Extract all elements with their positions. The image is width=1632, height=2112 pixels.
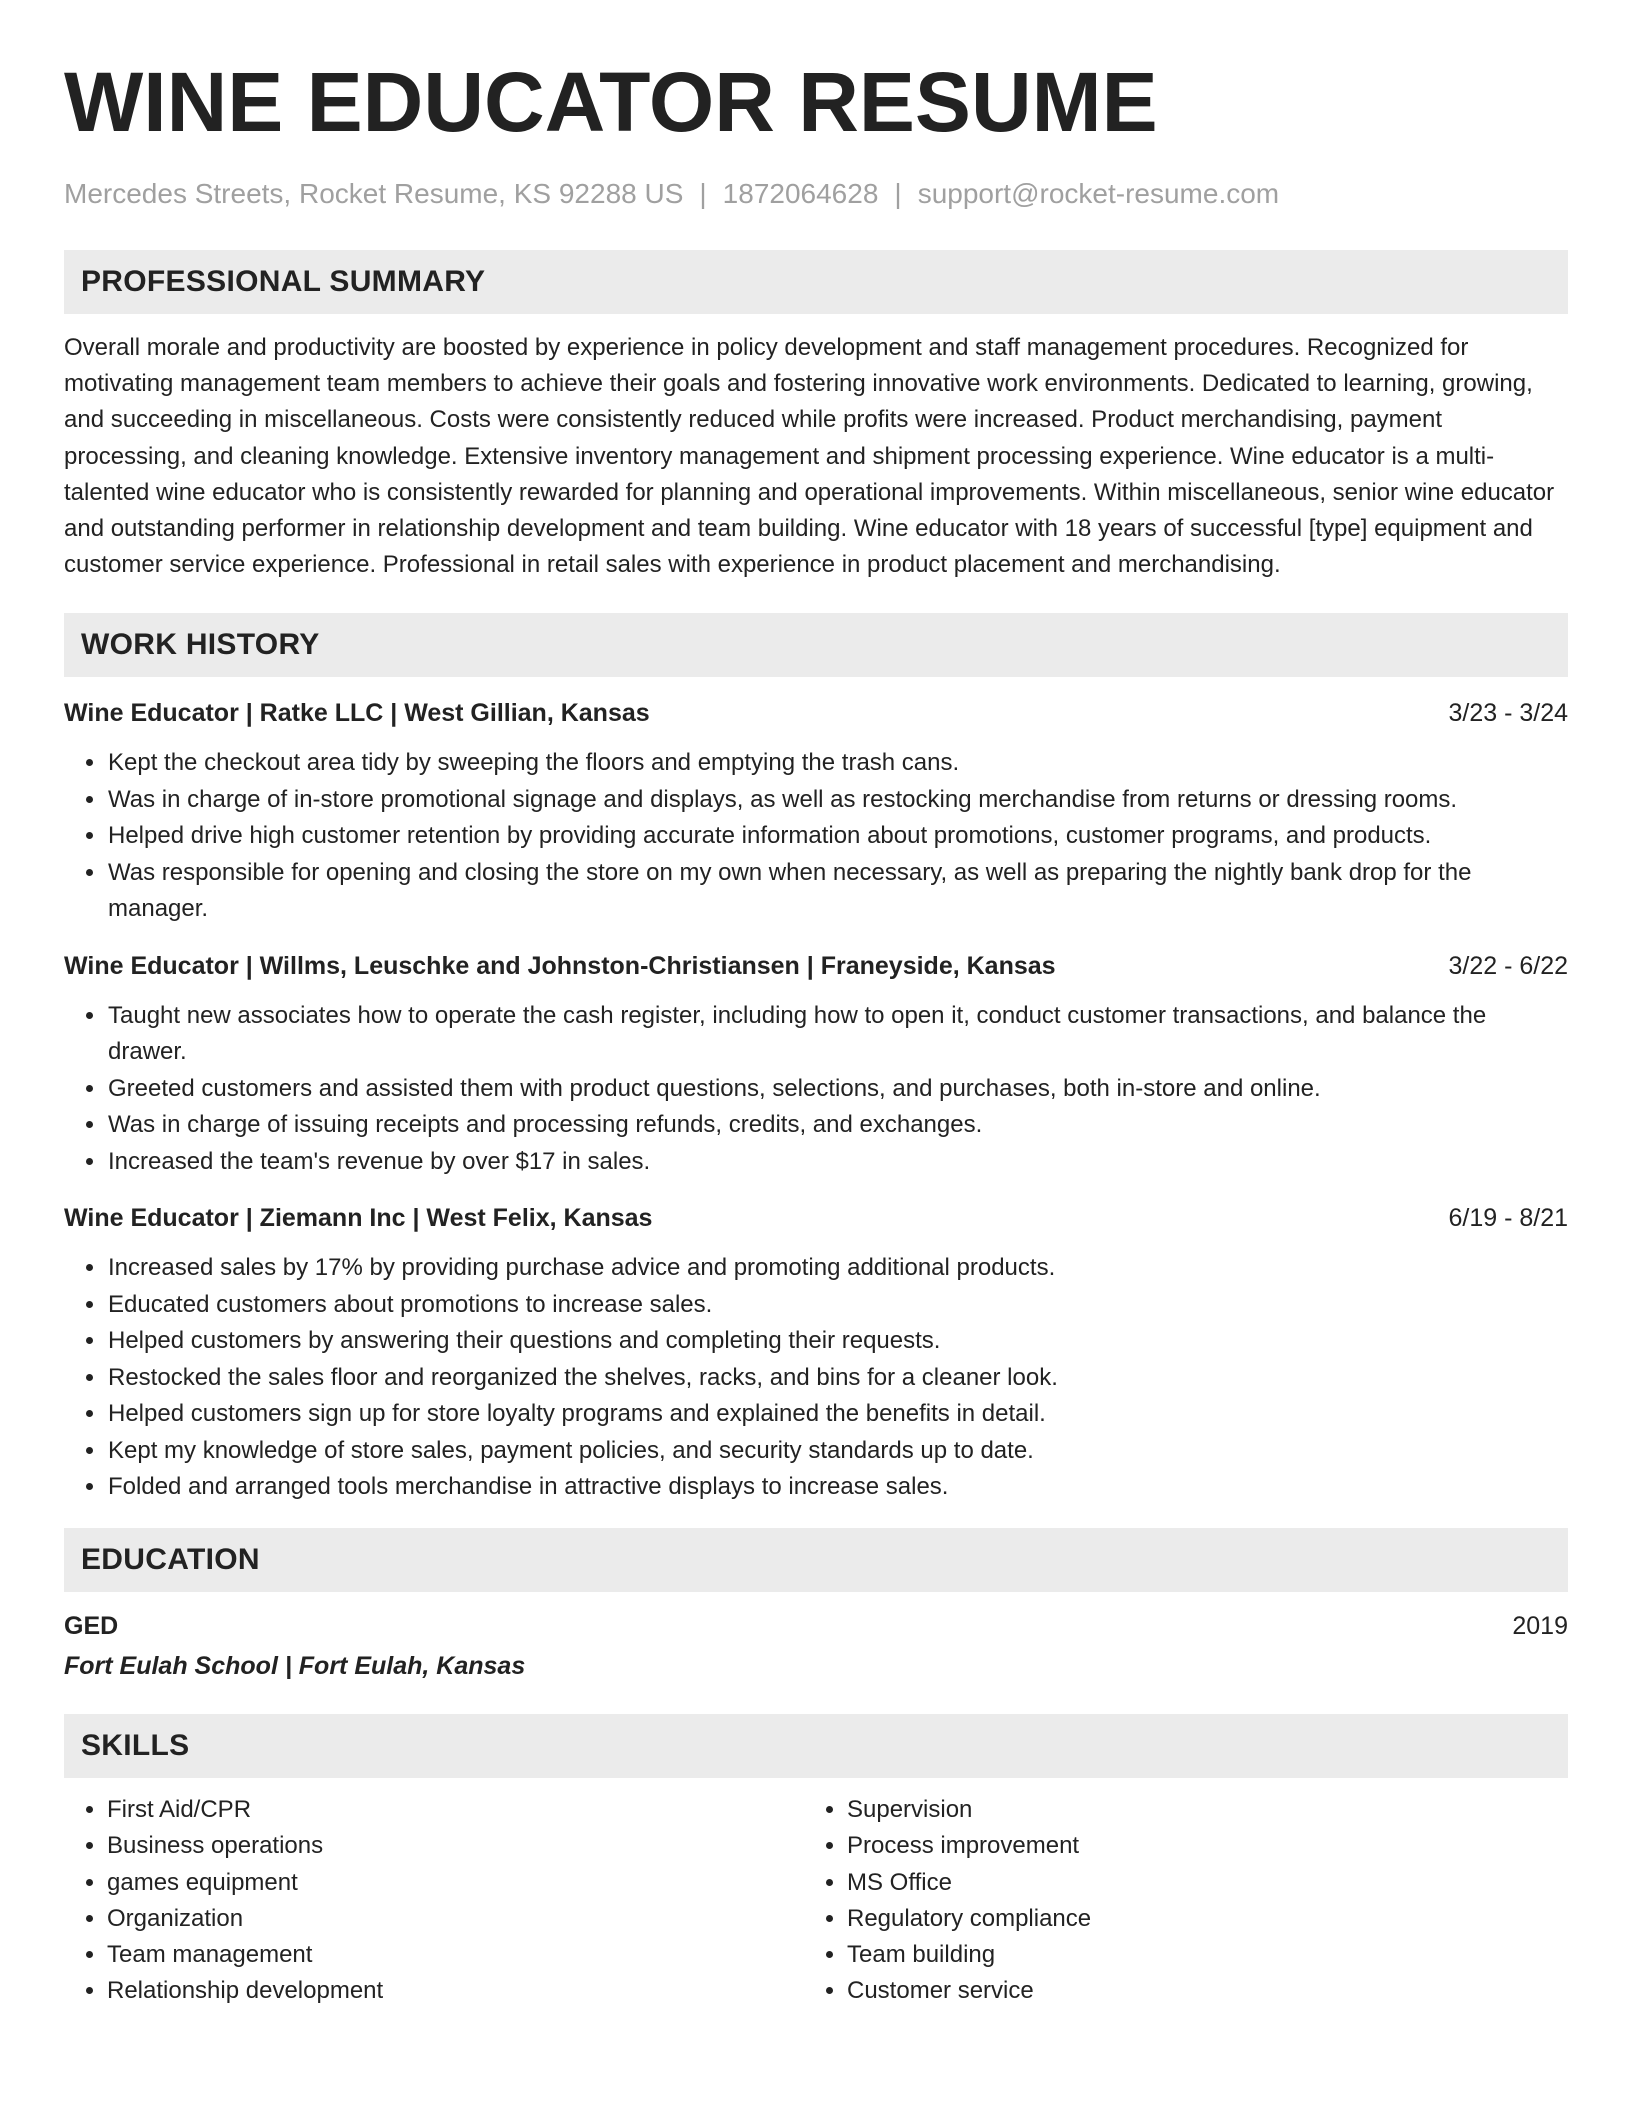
contact-phone: 1872064628 (722, 178, 879, 209)
skill-item: • Relationship development (107, 1973, 804, 2009)
skill-item: • First Aid/CPR (107, 1792, 804, 1828)
skill-item: • MS Office (847, 1865, 1544, 1901)
skill-item: • Business operations (107, 1828, 804, 1864)
job-bullets (64, 998, 1568, 1181)
job-bullet: • Restocked the sales floor and reorganized the shelves, racks, and bins for a cleaner look. (107, 1360, 1568, 1397)
skill-item: • Regulatory compliance (847, 1901, 1544, 1937)
job-bullet: • Greeted customers and assisted them with product questions, selections, and purchases, both in-store and online. (107, 1071, 1568, 1108)
education-school: Fort Eulah School | Fort Eulah, Kansas (64, 1651, 526, 1680)
skill-item: • Team building (847, 1937, 1544, 1973)
education-degree: GED (64, 1611, 119, 1640)
skill-item: • Team management (107, 1937, 804, 1973)
job-header (64, 1200, 1568, 1236)
section-header-education: EDUCATION (64, 1528, 1568, 1592)
job-bullets (64, 745, 1568, 928)
skill-item: • Organization (107, 1901, 804, 1937)
contact-separator: | (699, 178, 707, 209)
contact-line (64, 174, 1568, 214)
job-dates: 6/19 - 8/21 (1448, 1204, 1568, 1233)
job-title: Wine Educator | Ziemann Inc | West Felix, Kansas (64, 1204, 653, 1233)
job-dates: 3/23 - 3/24 (1448, 699, 1568, 728)
skills-column-right (804, 1792, 1544, 2010)
job-bullet: • Helped drive high customer retention by providing accurate information about promotions, customer programs, and products. (107, 818, 1568, 855)
contact-separator: | (894, 178, 902, 209)
job-title: Wine Educator | Willms, Leuschke and Johnston-Christiansen | Franeyside, Kansas (64, 951, 1056, 980)
job-bullet: • Was in charge of in-store promotional signage and displays, as well as restocking merchandise from returns or dressing rooms. (107, 782, 1568, 819)
job-entry (64, 695, 1568, 928)
section-header-work-history: WORK HISTORY (64, 613, 1568, 677)
job-entry (64, 948, 1568, 1181)
skill-item: • Process improvement (847, 1828, 1544, 1864)
job-bullet: • Increased the team's revenue by over $17 in sales. (107, 1144, 1568, 1181)
job-bullet: • Helped customers sign up for store loyalty programs and explained the benefits in detail. (107, 1396, 1568, 1433)
contact-email: support@rocket-resume.com (917, 178, 1280, 209)
job-bullet: • Taught new associates how to operate the cash register, including how to open it, conduct customer transactions, and balance the drawer. (107, 998, 1568, 1071)
job-bullet: • Educated customers about promotions to increase sales. (107, 1287, 1568, 1324)
section-header-summary: PROFESSIONAL SUMMARY (64, 250, 1568, 314)
job-entry (64, 1200, 1568, 1506)
job-bullet: • Helped customers by answering their questions and completing their requests. (107, 1323, 1568, 1360)
job-bullet: • Was in charge of issuing receipts and processing refunds, credits, and exchanges. (107, 1107, 1568, 1144)
job-dates: 3/22 - 6/22 (1448, 951, 1568, 980)
skill-item: • Supervision (847, 1792, 1544, 1828)
education-header (64, 1608, 1568, 1644)
skill-item: • games equipment (107, 1865, 804, 1901)
section-header-skills: SKILLS (64, 1714, 1568, 1778)
resume-title: WINE EDUCATOR RESUME (64, 55, 1158, 149)
skills-column-left (64, 1792, 804, 2010)
skill-item: • Customer service (847, 1973, 1544, 2009)
job-header (64, 948, 1568, 984)
job-bullet: • Increased sales by 17% by providing purchase advice and promoting additional products. (107, 1250, 1568, 1287)
job-bullet: • Kept my knowledge of store sales, payment policies, and security standards up to date. (107, 1433, 1568, 1470)
job-header (64, 695, 1568, 731)
job-bullet: • Folded and arranged tools merchandise in attractive displays to increase sales. (107, 1469, 1568, 1506)
education-entry (64, 1608, 1568, 1684)
summary-text: Overall morale and productivity are boosted by experience in policy development and staff management procedures. Recognized for motivating management team members to achieve their goals and fostering innovative work environments. Dedicated to learning, growing, and succeeding in miscellaneous. Costs were consistently reduced while profits were increased. Product merchandising, payment processing, and cleaning knowledge. Extensive inventory management and shipment processing experience. Wine educator is a multi-talented wine educator who is consistently rewarded for planning and operational improvements. Within miscellaneous, senior wine educator and outstanding performer in relationship development and team building. Wine educator with 18 years of successful [type] equipment and customer service experience. Professional in retail sales with experience in product placement and merchandising. (64, 334, 1555, 579)
job-bullet: • Was responsible for opening and closing the store on my own when necessary, as well as preparing the nightly bank drop for the manager. (107, 855, 1568, 928)
job-title: Wine Educator | Ratke LLC | West Gillian, Kansas (64, 699, 650, 728)
education-year: 2019 (1512, 1611, 1568, 1640)
job-bullet: • Kept the checkout area tidy by sweeping the floors and emptying the trash cans. (107, 745, 1568, 782)
skills-list (64, 1792, 1568, 2010)
contact-address: Mercedes Streets, Rocket Resume, KS 92288 US (64, 178, 684, 209)
job-bullets (64, 1250, 1568, 1506)
